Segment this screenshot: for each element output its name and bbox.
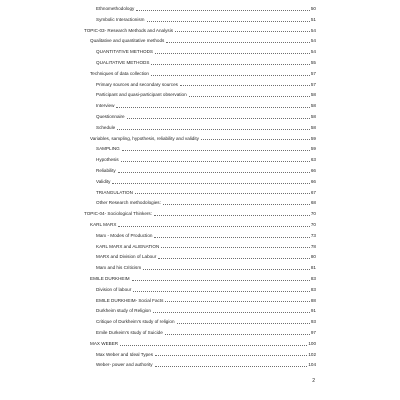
toc-entry-title: MARX and Division of Labour xyxy=(96,254,157,260)
toc-entry-page: 59 xyxy=(310,146,316,152)
dot-leader xyxy=(135,193,310,194)
toc-entry-page: 63 xyxy=(310,157,316,163)
toc-entry-title: EMILE DURKHEIM xyxy=(90,276,130,281)
toc-entry-title: Schedule xyxy=(96,124,116,130)
dot-leader xyxy=(155,53,310,54)
toc-entry[interactable] xyxy=(96,81,316,88)
toc-entry-title: SAMPLING xyxy=(96,146,120,152)
dot-leader xyxy=(121,161,310,162)
toc-entry-page: 55 xyxy=(310,60,316,65)
dot-leader xyxy=(122,150,310,151)
toc-entry-title: Durkheim study of Religion xyxy=(96,308,151,314)
toc-entry[interactable] xyxy=(90,135,316,142)
toc-entry[interactable] xyxy=(90,70,316,77)
toc-entry[interactable] xyxy=(96,264,316,271)
toc-entry[interactable] xyxy=(96,5,316,12)
toc-entry-title: Marx and his Criticism xyxy=(96,265,142,271)
toc-entry-page: 54 xyxy=(310,27,316,33)
dot-leader xyxy=(117,129,310,130)
toc-entry[interactable] xyxy=(96,189,316,196)
toc-entry[interactable] xyxy=(96,361,316,368)
dot-leader xyxy=(189,96,310,97)
toc-entry-page: 93 xyxy=(310,319,316,325)
toc-entry-title: Marx - Modes of Production xyxy=(96,232,153,238)
toc-entry[interactable] xyxy=(90,37,316,44)
toc-entry-title: Symbolic Interactionism xyxy=(96,16,145,22)
toc-entry-page: 58 xyxy=(310,124,316,130)
toc-entry[interactable] xyxy=(96,91,316,98)
dot-leader xyxy=(155,355,307,356)
toc-entry-title: Division of labour xyxy=(96,286,132,292)
toc-entry[interactable] xyxy=(96,307,316,314)
toc-entry-page: 73 xyxy=(310,232,316,238)
toc-entry-title: Qualitative and quantitative methods xyxy=(90,38,165,44)
toc-entry-page: 100 xyxy=(308,340,316,346)
dot-leader xyxy=(151,75,310,76)
toc-entry-page: 59 xyxy=(310,135,316,141)
toc-entry-title: EMILE DURKHEIM- Social Facts xyxy=(96,297,164,303)
toc-entry-page: 57 xyxy=(310,70,316,76)
toc-entry-title: Emile Durkeim's study of Suicide xyxy=(96,330,163,335)
dot-leader xyxy=(143,269,310,270)
dot-leader xyxy=(158,258,310,259)
toc-entry-page: 58 xyxy=(310,103,316,109)
toc-entry[interactable] xyxy=(96,178,316,185)
toc-entry-page: 102 xyxy=(308,351,316,357)
dot-leader xyxy=(118,226,309,227)
dot-leader xyxy=(155,366,308,367)
toc-entry-title: TRIANGULATION xyxy=(96,189,133,195)
toc-entry-page: 67 xyxy=(310,189,316,195)
toc-entry-title: Variables, sampling, hypothesis, reliability and validity xyxy=(90,135,199,141)
toc-entry-page: 91 xyxy=(310,308,316,314)
toc-entry-page: 54 xyxy=(310,38,316,44)
dot-leader xyxy=(177,323,310,324)
toc-entry-page: 70 xyxy=(310,222,316,227)
dot-leader xyxy=(163,204,310,205)
dot-leader xyxy=(118,172,310,173)
toc-entry-title: Techniques of data collection xyxy=(90,70,149,76)
toc-entry-title: Critique of Durkheim's study of religion xyxy=(96,319,175,325)
toc-entry[interactable] xyxy=(96,124,316,131)
dot-leader xyxy=(147,21,310,22)
dot-leader xyxy=(166,42,310,43)
toc-entry-title: QUALITATIVE METHODS xyxy=(96,60,150,65)
dot-leader xyxy=(175,31,310,32)
dot-leader xyxy=(154,215,310,216)
toc-entry-title: Max Weber and Ideal Types xyxy=(96,351,154,357)
toc-entry-title: Questionnaire xyxy=(96,114,125,119)
toc-entry[interactable] xyxy=(90,340,316,347)
toc-entry-page: 104 xyxy=(308,362,316,368)
toc-entry-page: 78 xyxy=(310,243,316,249)
toc-entry[interactable] xyxy=(96,329,316,336)
toc-entry-title: MAX WEBER xyxy=(90,340,119,346)
dot-leader xyxy=(112,183,309,184)
toc-entry[interactable] xyxy=(90,221,316,228)
toc-entry[interactable] xyxy=(96,145,316,152)
toc-entry-page: 68 xyxy=(310,200,316,206)
toc-entry-page: 83 xyxy=(310,286,316,292)
toc-entry[interactable] xyxy=(96,232,316,239)
toc-entry-page: 58 xyxy=(310,114,316,119)
toc-entry-title: Ethnomethodology xyxy=(96,6,135,11)
toc-entry-title: KARL MARX xyxy=(90,222,117,227)
toc-entry[interactable] xyxy=(96,59,316,66)
toc-entry-title: TOPIC-03- Research Methods and Analysis xyxy=(84,27,174,33)
toc-entry[interactable] xyxy=(96,113,316,120)
toc-entry[interactable] xyxy=(96,318,316,325)
toc-entry[interactable] xyxy=(96,286,316,293)
toc-entry[interactable] xyxy=(84,27,316,34)
dot-leader xyxy=(132,280,310,281)
toc-entry[interactable] xyxy=(96,351,316,358)
toc-entry-title: Reliability xyxy=(96,168,116,173)
dot-leader xyxy=(127,118,310,119)
toc-entry-page: 66 xyxy=(310,168,316,173)
toc-entry[interactable] xyxy=(84,210,316,217)
toc-entry[interactable] xyxy=(96,297,316,304)
toc-entry-title: Validity xyxy=(96,178,111,184)
toc-entry-page: 57 xyxy=(310,81,316,87)
dot-leader xyxy=(154,237,309,238)
toc-entry-title: QUANTITATIVE METHODS xyxy=(96,49,153,55)
toc-entry[interactable] xyxy=(96,16,316,23)
toc-entry-page: 50 xyxy=(310,6,316,11)
dot-leader xyxy=(136,10,310,11)
dot-leader xyxy=(165,301,309,302)
toc-entry-page: 83 xyxy=(310,276,316,281)
toc-entry-title: Interview xyxy=(96,103,115,109)
toc-entry-page: 97 xyxy=(310,330,316,335)
toc-entry-page: 80 xyxy=(310,254,316,260)
toc-entry[interactable] xyxy=(96,199,316,206)
toc-entry-page: 58 xyxy=(310,92,316,98)
toc-entry-title: KARL MARX and ALIENATION xyxy=(96,243,160,249)
toc-entry[interactable] xyxy=(96,156,316,163)
toc-entry-page: 54 xyxy=(310,49,316,55)
dot-leader xyxy=(201,139,310,140)
toc-entry-title: Hypothesis xyxy=(96,157,119,163)
dot-leader xyxy=(180,85,310,86)
toc-entry[interactable] xyxy=(96,102,316,109)
toc-entry-page: 81 xyxy=(310,265,316,271)
toc-entry-title: TOPIC-04- Sociological Thinkers: xyxy=(84,211,152,217)
dot-leader xyxy=(133,291,310,292)
toc-entry[interactable] xyxy=(96,48,316,55)
toc-entry-page: 70 xyxy=(310,211,316,217)
toc-entry-title: Weber- power and authority xyxy=(96,362,153,368)
toc-entry-page: 66 xyxy=(310,178,316,184)
toc-entry[interactable] xyxy=(96,167,316,174)
toc-entry[interactable] xyxy=(96,243,316,250)
toc-entry-page: 88 xyxy=(310,297,316,303)
dot-leader xyxy=(120,345,307,346)
toc-entry-title: Primary sources and secondary sources xyxy=(96,81,178,87)
dot-leader xyxy=(151,64,309,65)
dot-leader xyxy=(165,334,310,335)
toc-entry-title: Participant and quasi-participant observation xyxy=(96,92,187,98)
dot-leader xyxy=(153,312,310,313)
toc-entry-page: 51 xyxy=(310,16,316,22)
dot-leader xyxy=(116,107,309,108)
toc-entry[interactable] xyxy=(96,253,316,260)
page-number: 2 xyxy=(312,378,315,384)
toc-entry[interactable] xyxy=(90,275,316,282)
dot-leader xyxy=(161,247,310,248)
toc-entry-title: Other Research methodologies: xyxy=(96,200,161,206)
